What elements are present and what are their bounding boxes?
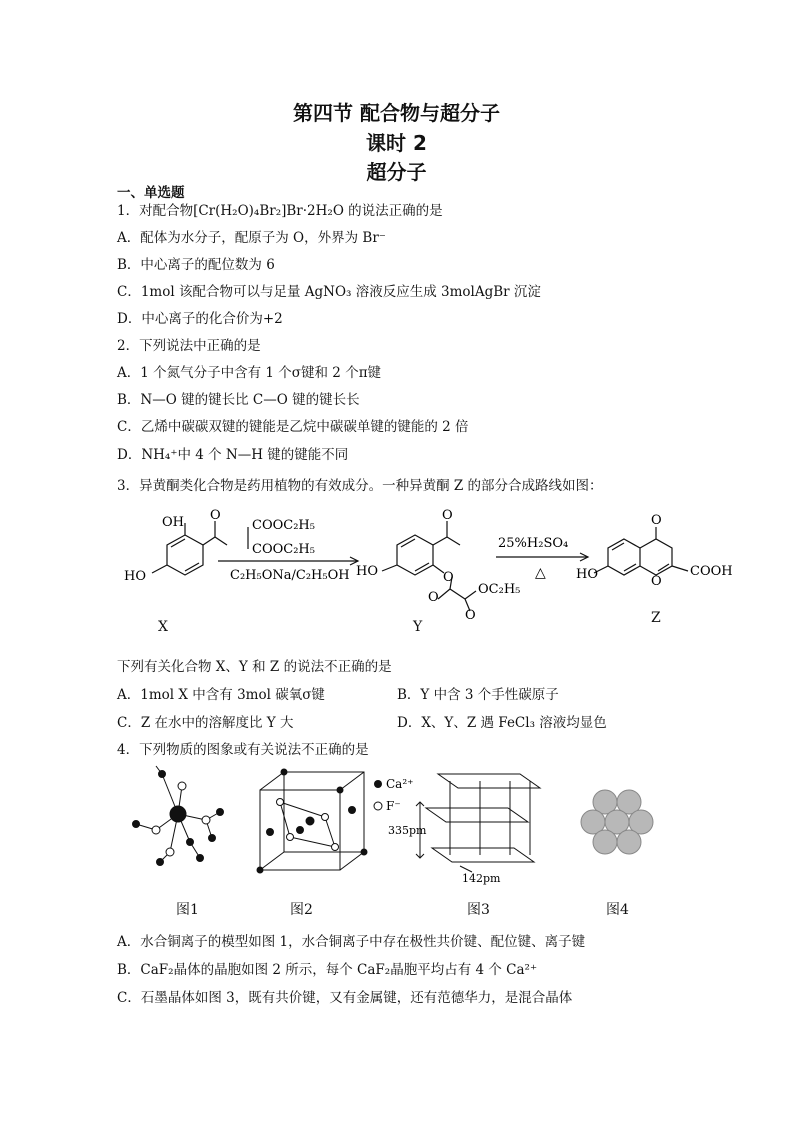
x-benzene-ring — [167, 535, 203, 575]
y-ho-label: HO — [356, 564, 378, 579]
q2-option-c: C．乙烯中碳碳双键的键能是乙烷中碳碳单键的键能的 2 倍 — [117, 419, 469, 435]
fig2-caf2-unit-cell — [257, 769, 367, 873]
q3-option-a: A．1mol X 中含有 3mol 碳氧σ键 — [117, 687, 325, 703]
compound-y-label: Y — [413, 619, 423, 635]
q1-stem: 1．对配合物[Cr(H₂O)₄Br₂]Br·2H₂O 的说法正确的是 — [117, 203, 443, 219]
atom-o-label: O — [442, 508, 453, 523]
page-subtitle: 超分子 — [366, 160, 427, 184]
q3-option-c: C．Z 在水中的溶解度比 Y 大 — [117, 715, 294, 731]
y-oc2h5-label: OC₂H₅ — [478, 582, 521, 597]
lesson-number: 课时 2 — [366, 131, 427, 155]
reagent-diethyl-oxalate-2: COOC₂H₅ — [252, 542, 315, 557]
compound-z-label: Z — [651, 610, 661, 626]
reagent-diethyl-oxalate-1: COOC₂H₅ — [252, 518, 315, 533]
ca-legend-label: Ca²⁺ — [386, 777, 414, 791]
reagent-base-solvent: C₂H₅ONa/C₂H₅OH — [230, 568, 350, 583]
atom-o-label: O — [210, 508, 221, 523]
dim-142pm: 142pm — [462, 872, 501, 885]
fig4-sphere-packing — [581, 790, 653, 854]
ca-legend-dot — [374, 780, 382, 788]
q1-option-d: D．中心离子的化合价为+2 — [117, 311, 283, 327]
reagent-acid: 25%H₂SO₄ — [498, 536, 569, 551]
q4-option-c: C．石墨晶体如图 3，既有共价键，又有金属键，还有范德华力，是混合晶体 — [117, 990, 573, 1006]
heat-symbol: △ — [535, 565, 546, 581]
atom-o-label: O — [428, 590, 439, 605]
q3-stem: 3．异黄酮类化合物是药用植物的有效成分。一种异黄酮 Z 的部分合成路线如图： — [117, 478, 603, 494]
q4-option-a: A．水合铜离子的模型如图 1，水合铜离子中存在极性共价键、配位键、离子键 — [117, 934, 586, 950]
compound-x-label: X — [158, 619, 168, 635]
q2-option-a: A．1 个氮气分子中含有 1 个σ键和 2 个π键 — [117, 365, 382, 381]
z-ho-label: HO — [576, 567, 598, 582]
q4-stem: 4．下列物质的图象或有关说法不正确的是 — [117, 742, 369, 758]
x-ho-label: HO — [124, 569, 146, 584]
q1-option-b: B．中心离子的配位数为 6 — [117, 257, 275, 273]
page-title: 第四节 配合物与超分子 — [293, 101, 500, 125]
fig1-hydrated-copper-model — [133, 766, 224, 866]
q3-option-d: D．X、Y、Z 遇 FeCl₃ 溶液均显色 — [397, 715, 607, 731]
fig2-caption: 图2 — [290, 902, 313, 918]
atom-o-label: O — [443, 570, 454, 585]
q2-option-b: B．N—O 键的键长比 C—O 键的键长长 — [117, 392, 360, 408]
fig3-graphite-layers — [416, 774, 540, 872]
y-benzene-ring — [397, 535, 433, 575]
atom-o-label: O — [651, 513, 662, 528]
z-cooh-label: COOH — [690, 564, 733, 579]
q2-option-d: D．NH₄⁺中 4 个 N—H 键的键能不同 — [117, 447, 349, 463]
atom-o-label: O — [465, 608, 476, 623]
f-legend-dot — [374, 802, 382, 810]
f-legend-label: F⁻ — [386, 799, 401, 813]
z-pyrone-ring — [640, 539, 672, 575]
fig3-caption: 图3 — [467, 902, 490, 918]
fig4-caption: 图4 — [606, 902, 629, 918]
q4-option-b: B．CaF₂晶体的晶胞如图 2 所示，每个 CaF₂晶胞平均占有 4 个 Ca²⁺ — [117, 962, 538, 978]
q1-option-a: A．配体为水分子，配原子为 O，外界为 Br⁻ — [117, 230, 386, 246]
q2-stem: 2．下列说法中正确的是 — [117, 338, 261, 354]
q3-option-b: B．Y 中含 3 个手性碳原子 — [397, 687, 559, 703]
x-oh-label: OH — [162, 515, 184, 530]
fig1-caption: 图1 — [176, 902, 199, 918]
q4-figures — [120, 762, 680, 922]
q3-question: 下列有关化合物 X、Y 和 Z 的说法不正确的是 — [117, 659, 392, 675]
z-benzene-ring — [608, 539, 640, 575]
atom-o-label: O — [651, 574, 662, 589]
q1-option-c: C．1mol 该配合物可以与足量 AgNO₃ 溶液反应生成 3molAgBr 沉淀 — [117, 284, 541, 300]
dim-335pm: 335pm — [388, 824, 427, 837]
section-heading: 一、单选题 — [117, 185, 185, 201]
